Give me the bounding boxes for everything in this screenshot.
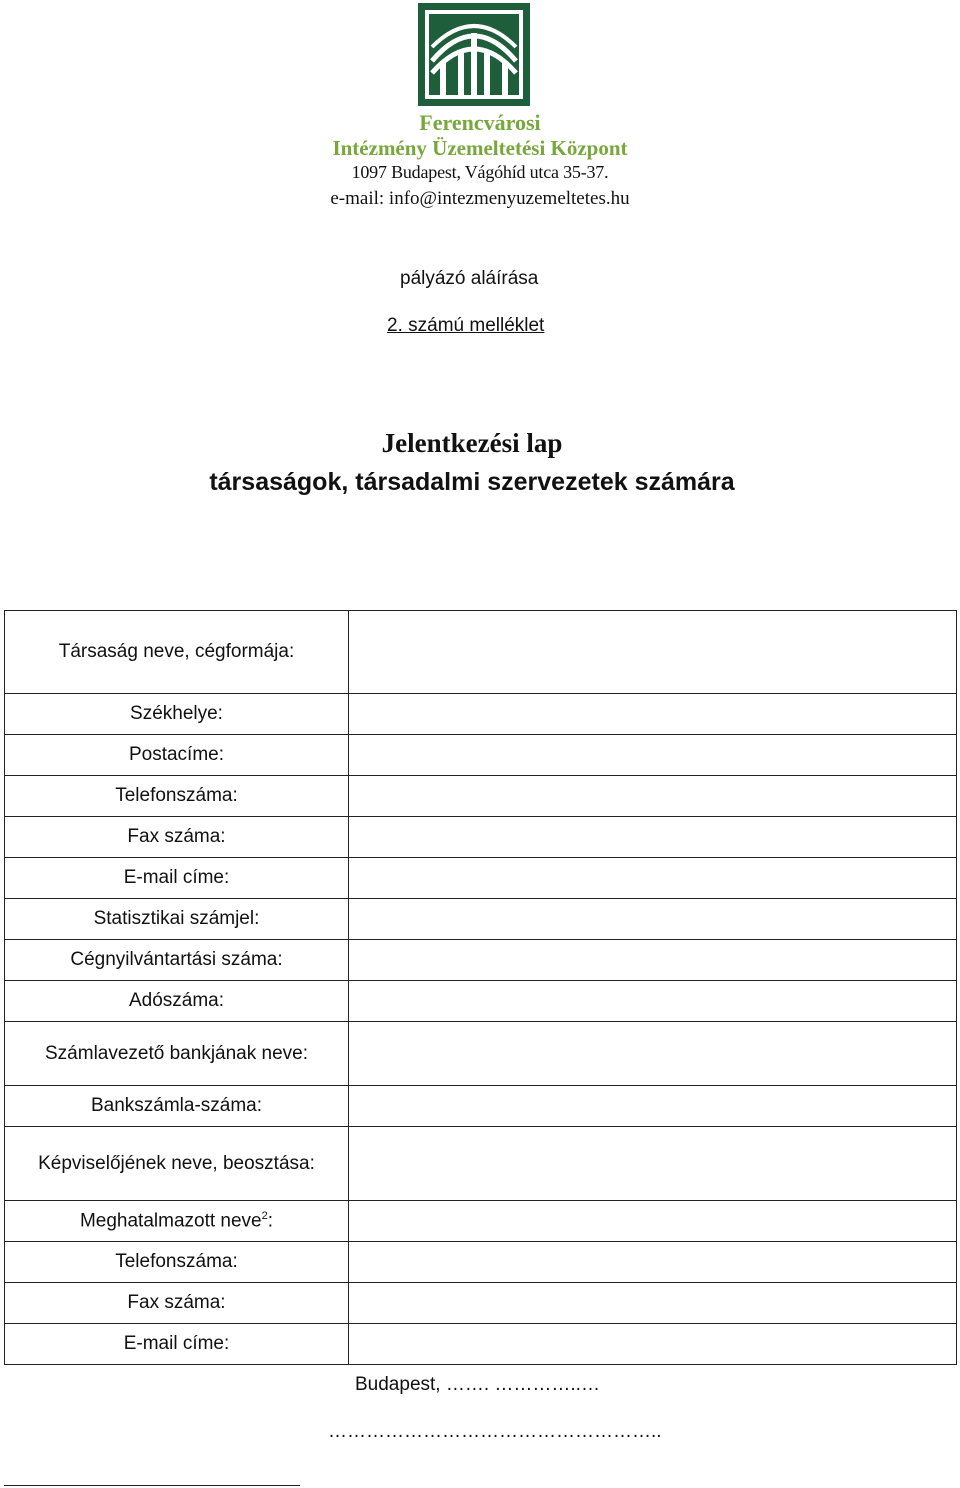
form-label: Képviselőjének neve, beosztása: — [5, 1127, 349, 1201]
form-label: Fax száma: — [5, 1283, 349, 1324]
org-email: e-mail: info@intezmenyuzemeltetes.hu — [330, 188, 630, 209]
form-label: Postacíme: — [5, 735, 349, 776]
form-field-bank-name[interactable] — [349, 1022, 957, 1086]
form-label: E-mail címe: — [5, 858, 349, 899]
form-row — [5, 776, 957, 817]
form-row — [5, 858, 957, 899]
form-label: Társaság neve, cégformája: — [5, 611, 349, 694]
form-row — [5, 899, 957, 940]
footnote-mark: 2 — [261, 1209, 268, 1222]
form-row — [5, 1324, 957, 1365]
form-label — [5, 1201, 349, 1242]
org-name-line1: Ferencvárosi — [419, 110, 541, 135]
form-label: Fax száma: — [5, 817, 349, 858]
application-form-table — [4, 610, 957, 1365]
form-field-company-name[interactable] — [349, 611, 957, 694]
form-field-phone[interactable] — [349, 776, 957, 817]
signature-label: pályázó aláírása — [400, 268, 539, 289]
form-field-registration-number[interactable] — [349, 940, 957, 981]
page-subtitle: társaságok, társadalmi szervezetek számára — [209, 468, 735, 496]
place-date-line: Budapest, ……. …………..… — [355, 1374, 600, 1395]
signature-line: …………………………………………….. — [328, 1421, 662, 1442]
form-label: Telefonszáma: — [5, 776, 349, 817]
annex-label: 2. számú melléklet — [387, 315, 545, 336]
form-row — [5, 1022, 957, 1086]
form-row — [5, 940, 957, 981]
form-row — [5, 1283, 957, 1324]
form-field-authorized-phone[interactable] — [349, 1242, 957, 1283]
form-label-suffix: : — [267, 1210, 274, 1232]
form-field-representative[interactable] — [349, 1127, 957, 1201]
form-row — [5, 1201, 957, 1242]
form-label: Bankszámla-száma: — [5, 1086, 349, 1127]
page-title: Jelentkezési lap — [381, 428, 563, 458]
footnote-divider — [4, 1485, 300, 1486]
form-label: E-mail címe: — [5, 1324, 349, 1365]
form-row — [5, 611, 957, 694]
form-row — [5, 1127, 957, 1201]
form-field-authorized-name[interactable] — [349, 1201, 957, 1242]
form-row — [5, 735, 957, 776]
form-field-statistical-code[interactable] — [349, 899, 957, 940]
form-row — [5, 1242, 957, 1283]
ferencvarosi-logo-icon — [418, 3, 530, 106]
form-row — [5, 981, 957, 1022]
form-label-text: Meghatalmazott neve — [79, 1210, 262, 1232]
form-field-email[interactable] — [349, 858, 957, 899]
form-row — [5, 694, 957, 735]
form-label: Cégnyilvántartási száma: — [5, 940, 349, 981]
form-field-authorized-email[interactable] — [349, 1324, 957, 1365]
form-field-postal-address[interactable] — [349, 735, 957, 776]
form-row — [5, 817, 957, 858]
form-label: Adószáma: — [5, 981, 349, 1022]
form-label: Számlavezető bankjának neve: — [5, 1022, 349, 1086]
form-label: Telefonszáma: — [5, 1242, 349, 1283]
org-name-line2: Intézmény Üzemeltetési Központ — [332, 136, 628, 160]
form-label: Statisztikai számjel: — [5, 899, 349, 940]
form-field-bank-account[interactable] — [349, 1086, 957, 1127]
form-field-seat[interactable] — [349, 694, 957, 735]
form-field-tax-number[interactable] — [349, 981, 957, 1022]
org-address: 1097 Budapest, Vágóhíd utca 35-37. — [351, 162, 609, 182]
form-field-authorized-fax[interactable] — [349, 1283, 957, 1324]
form-field-fax[interactable] — [349, 817, 957, 858]
form-row — [5, 1086, 957, 1127]
form-label: Székhelye: — [5, 694, 349, 735]
